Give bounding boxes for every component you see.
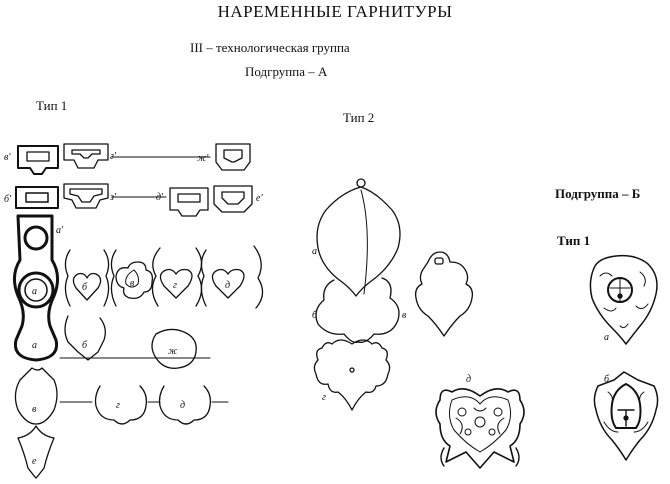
label-e1: е' [256, 193, 263, 204]
t2-label-a: а [312, 246, 317, 257]
t2-label-b: б [312, 310, 318, 321]
type-1-heading: Тип 1 [36, 98, 68, 113]
label-v-sub: в [32, 404, 37, 415]
label-v: в [130, 278, 135, 289]
label-v1: в' [4, 152, 11, 163]
label-z1: з' [110, 192, 117, 203]
t2-label-d: д [466, 374, 472, 385]
tb-label-a: а [604, 332, 609, 343]
group-heading: III – технологическая группа [190, 40, 350, 55]
subgroup-b-type-1-heading: Тип 1 [557, 233, 591, 248]
t2-label-v: в [402, 310, 407, 321]
label-a: а [32, 286, 37, 297]
label-zh-sub: ж [168, 346, 178, 357]
label-b-sub: б [82, 340, 88, 351]
label-a-sub: а [32, 340, 37, 351]
label-b: б [82, 282, 88, 293]
tb-label-b: б [604, 374, 610, 385]
type-2-heading: Тип 2 [343, 110, 375, 125]
label-d-sub: д [180, 400, 186, 411]
subgroup-a-heading: Подгруппа – А [245, 64, 328, 79]
page-title: НАРЕМЕННЫЕ ГАРНИТУРЫ [217, 2, 453, 21]
subgroup-b-heading: Подгруппа – Б [555, 186, 641, 201]
label-g: г [173, 280, 177, 291]
label-zh1: ж' [197, 153, 209, 164]
label-a1: а' [56, 225, 64, 236]
t2-label-g: г [322, 392, 326, 403]
label-e-sub: е [32, 456, 37, 467]
label-g1: г' [110, 151, 117, 162]
label-d1: д' [156, 192, 164, 203]
label-b1: б' [4, 194, 12, 205]
label-d: д [225, 280, 231, 291]
label-g-sub: г [116, 400, 120, 411]
